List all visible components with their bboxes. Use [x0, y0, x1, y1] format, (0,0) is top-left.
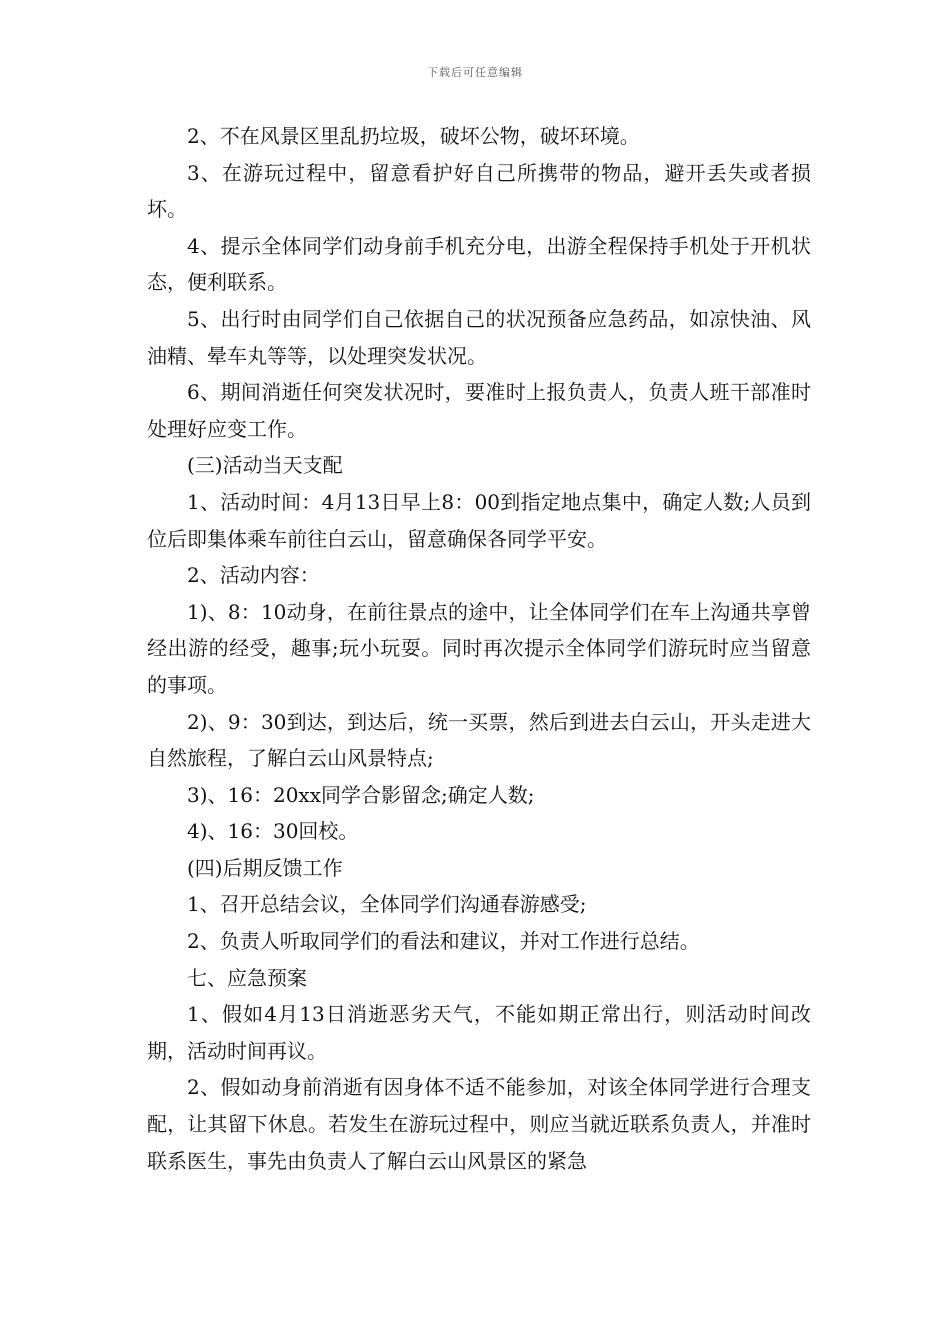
section-heading-7: 七、应急预案	[187, 965, 307, 990]
paragraph-feedback-2: 2、负责人听取同学们的看法和建议，并对工作进行总结。	[187, 929, 700, 954]
paragraph-rule-6: 6、期间消逝任何突发状况时，要准时上报负责人，负责人班干部准时处理好应变工作。	[147, 380, 811, 441]
section-heading-3: (三)活动当天支配	[187, 453, 343, 478]
paragraph-activity-time: 1、活动时间：4月13日早上8：00到指定地点集中，确定人数;人员到位后即集体乘车前往白云山，留意确保各同学平安。	[147, 489, 811, 551]
paragraph-emergency-1: 1、假如4月13日消逝恶劣天气，不能如期正常出行，则活动时间改期，活动时间再议。	[147, 1002, 811, 1063]
paragraph-rule-3: 3、在游玩过程中，留意看护好自己所携带的物品，避开丢失或者损坏。	[147, 160, 811, 222]
section-heading-4: (四)后期反馈工作	[187, 855, 343, 880]
document-body	[147, 118, 811, 1179]
paragraph-activity-content: 2、活动内容：	[187, 563, 320, 588]
paragraph-emergency-2: 2、假如动身前消逝有因身体不适不能参加，对该全体同学进行合理支配，让其留下休息。若发生在游玩过程中，则应当就近联系负责人，并准时联系医生，事先由负责人了解白云山风景区的紧急	[147, 1075, 811, 1173]
paragraph-rule-2: 2、不在风景区里乱扔垃圾，破坏公物，破坏环境。	[187, 124, 640, 148]
paragraph-feedback-1: 1、召开总结会议，全体同学们沟通春游感受;	[187, 892, 587, 917]
paragraph-schedule-4: 4)、16：30回校。	[187, 819, 359, 844]
paragraph-schedule-3: 3)、16：20xx同学合影留念;确定人数;	[187, 782, 535, 807]
paragraph-schedule-2: 2)、9：30到达，到达后，统一买票，然后到进去白云山，开头走进大自然旅程，了解白云山风景特点;	[147, 709, 811, 771]
paragraph-rule-4: 4、提示全体同学们动身前手机充分电，出游全程保持手机处于开机状态，便利联系。	[147, 233, 811, 295]
paragraph-schedule-1: 1)、8：10动身，在前往景点的途中，让全体同学们在车上沟通共享曾经出游的经受，趣事;玩小玩耍。同时再次提示全体同学们游玩时应当留意的事项。	[147, 599, 811, 697]
paragraph-rule-5: 5、出行时由同学们自己依据自己的状况预备应急药品，如凉快油、风油精、晕车丸等等，以处理突发状况。	[147, 306, 811, 368]
page-header: 下载后可任意编辑	[427, 66, 523, 79]
